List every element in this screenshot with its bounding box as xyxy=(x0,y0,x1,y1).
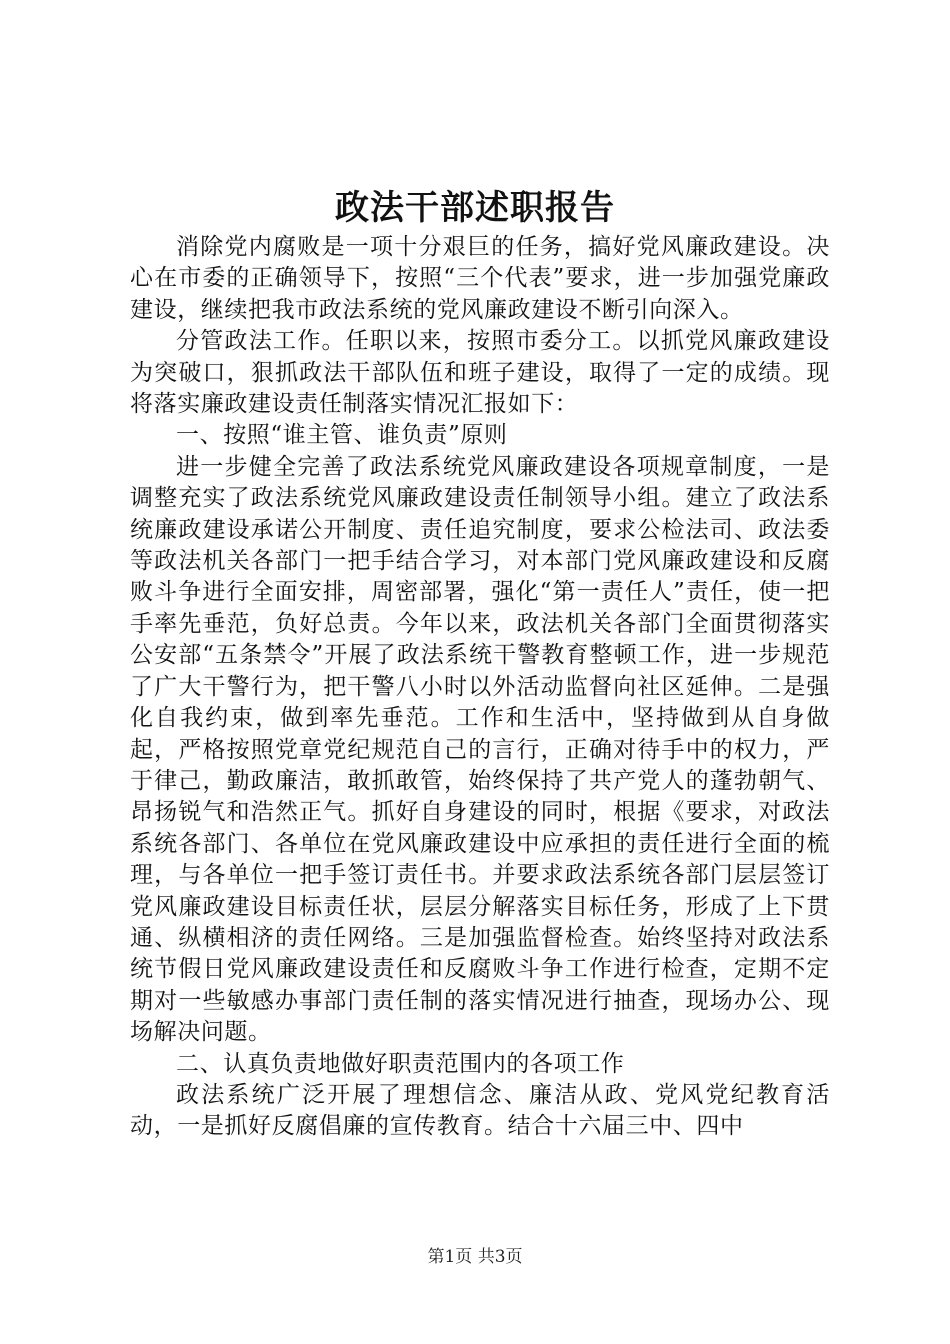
paragraph-intro: 消除党内腐败是一项十分艰巨的任务，搞好党风廉政建设。决心在市委的正确领导下，按照“三个代表”要求，进一步加强党廉政建设，继续把我市政法系统的党风廉政建设不断引向深入。 xyxy=(130,234,830,323)
section-heading-1: 一、按照“谁主管、谁负责”原则 xyxy=(176,422,508,449)
paragraph-summary: 分管政法工作。任职以来，按照市委分工。以抓党风廉政建设为突破口，狠抓政法干部队伍和班子建设，取得了一定的成绩。现将落实廉政建设责任制落实情况汇报如下： xyxy=(130,328,830,418)
document-title: 政法干部述职报告 xyxy=(335,188,615,228)
section-heading-2: 二、认真负责地做好职责范围内的各项工作 xyxy=(176,1050,625,1077)
paragraph-section-2: 政法系统广泛开展了理想信念、廉洁从政、党风党纪教育活动，一是抓好反腐倡廉的宣传教育。结合十六届三中、四中 xyxy=(130,1081,830,1140)
page-footer: 第1页 共3页 xyxy=(427,1247,523,1267)
paragraph-section-1: 进一步健全完善了政法系统党风廉政建设各项规章制度，一是调整充实了政法系统党风廉政建设责任制领导小组。建立了政法系统廉政建设承诺公开制度、责任追究制度，要求公检法司、政法委等政法机关各部门一把手结合学习，对本部门党风廉政建设和反腐败斗争进行全面安排，周密部署，强化“第一责任人”责任，使一把手率先垂范，负好总责。今年以来，政法机关各部门全面贯彻落实公安部“五条禁令”开展了政法系统干警教育整顿工作，进一步规范了广大干警行为，把干警八小时以外活动监督向社区延伸。二是强化自我约束，做到率先垂范。工作和生活中，坚持做到从自身做起，严格按照党章党纪规范自己的言行，正确对待手中的权力，严于律己，勤政廉洁，敢抓敢管，始终保持了共产党人的蓬勃朝气、昂扬锐气和浩然正气。抓好自身建设的同时，根据《要求，对政法系统各部门、各单位在党风廉政建设中应承担的责任进行全面的梳理，与各单位一把手签订责任书。并要求政法系统各部门层层签订党风廉政建设目标责任状，层层分解落实目标任务，形成了上下贯通、纵横相济的责任网络。三是加强监督检查。始终坚持对政法系统节假日党风廉政建设责任和反腐败斗争工作进行检查，定期不定期对一些敏感办事部门责任制的落实情况进行抽查，现场办公、现场解决问题。 xyxy=(130,453,830,1046)
document-body xyxy=(130,232,830,1143)
